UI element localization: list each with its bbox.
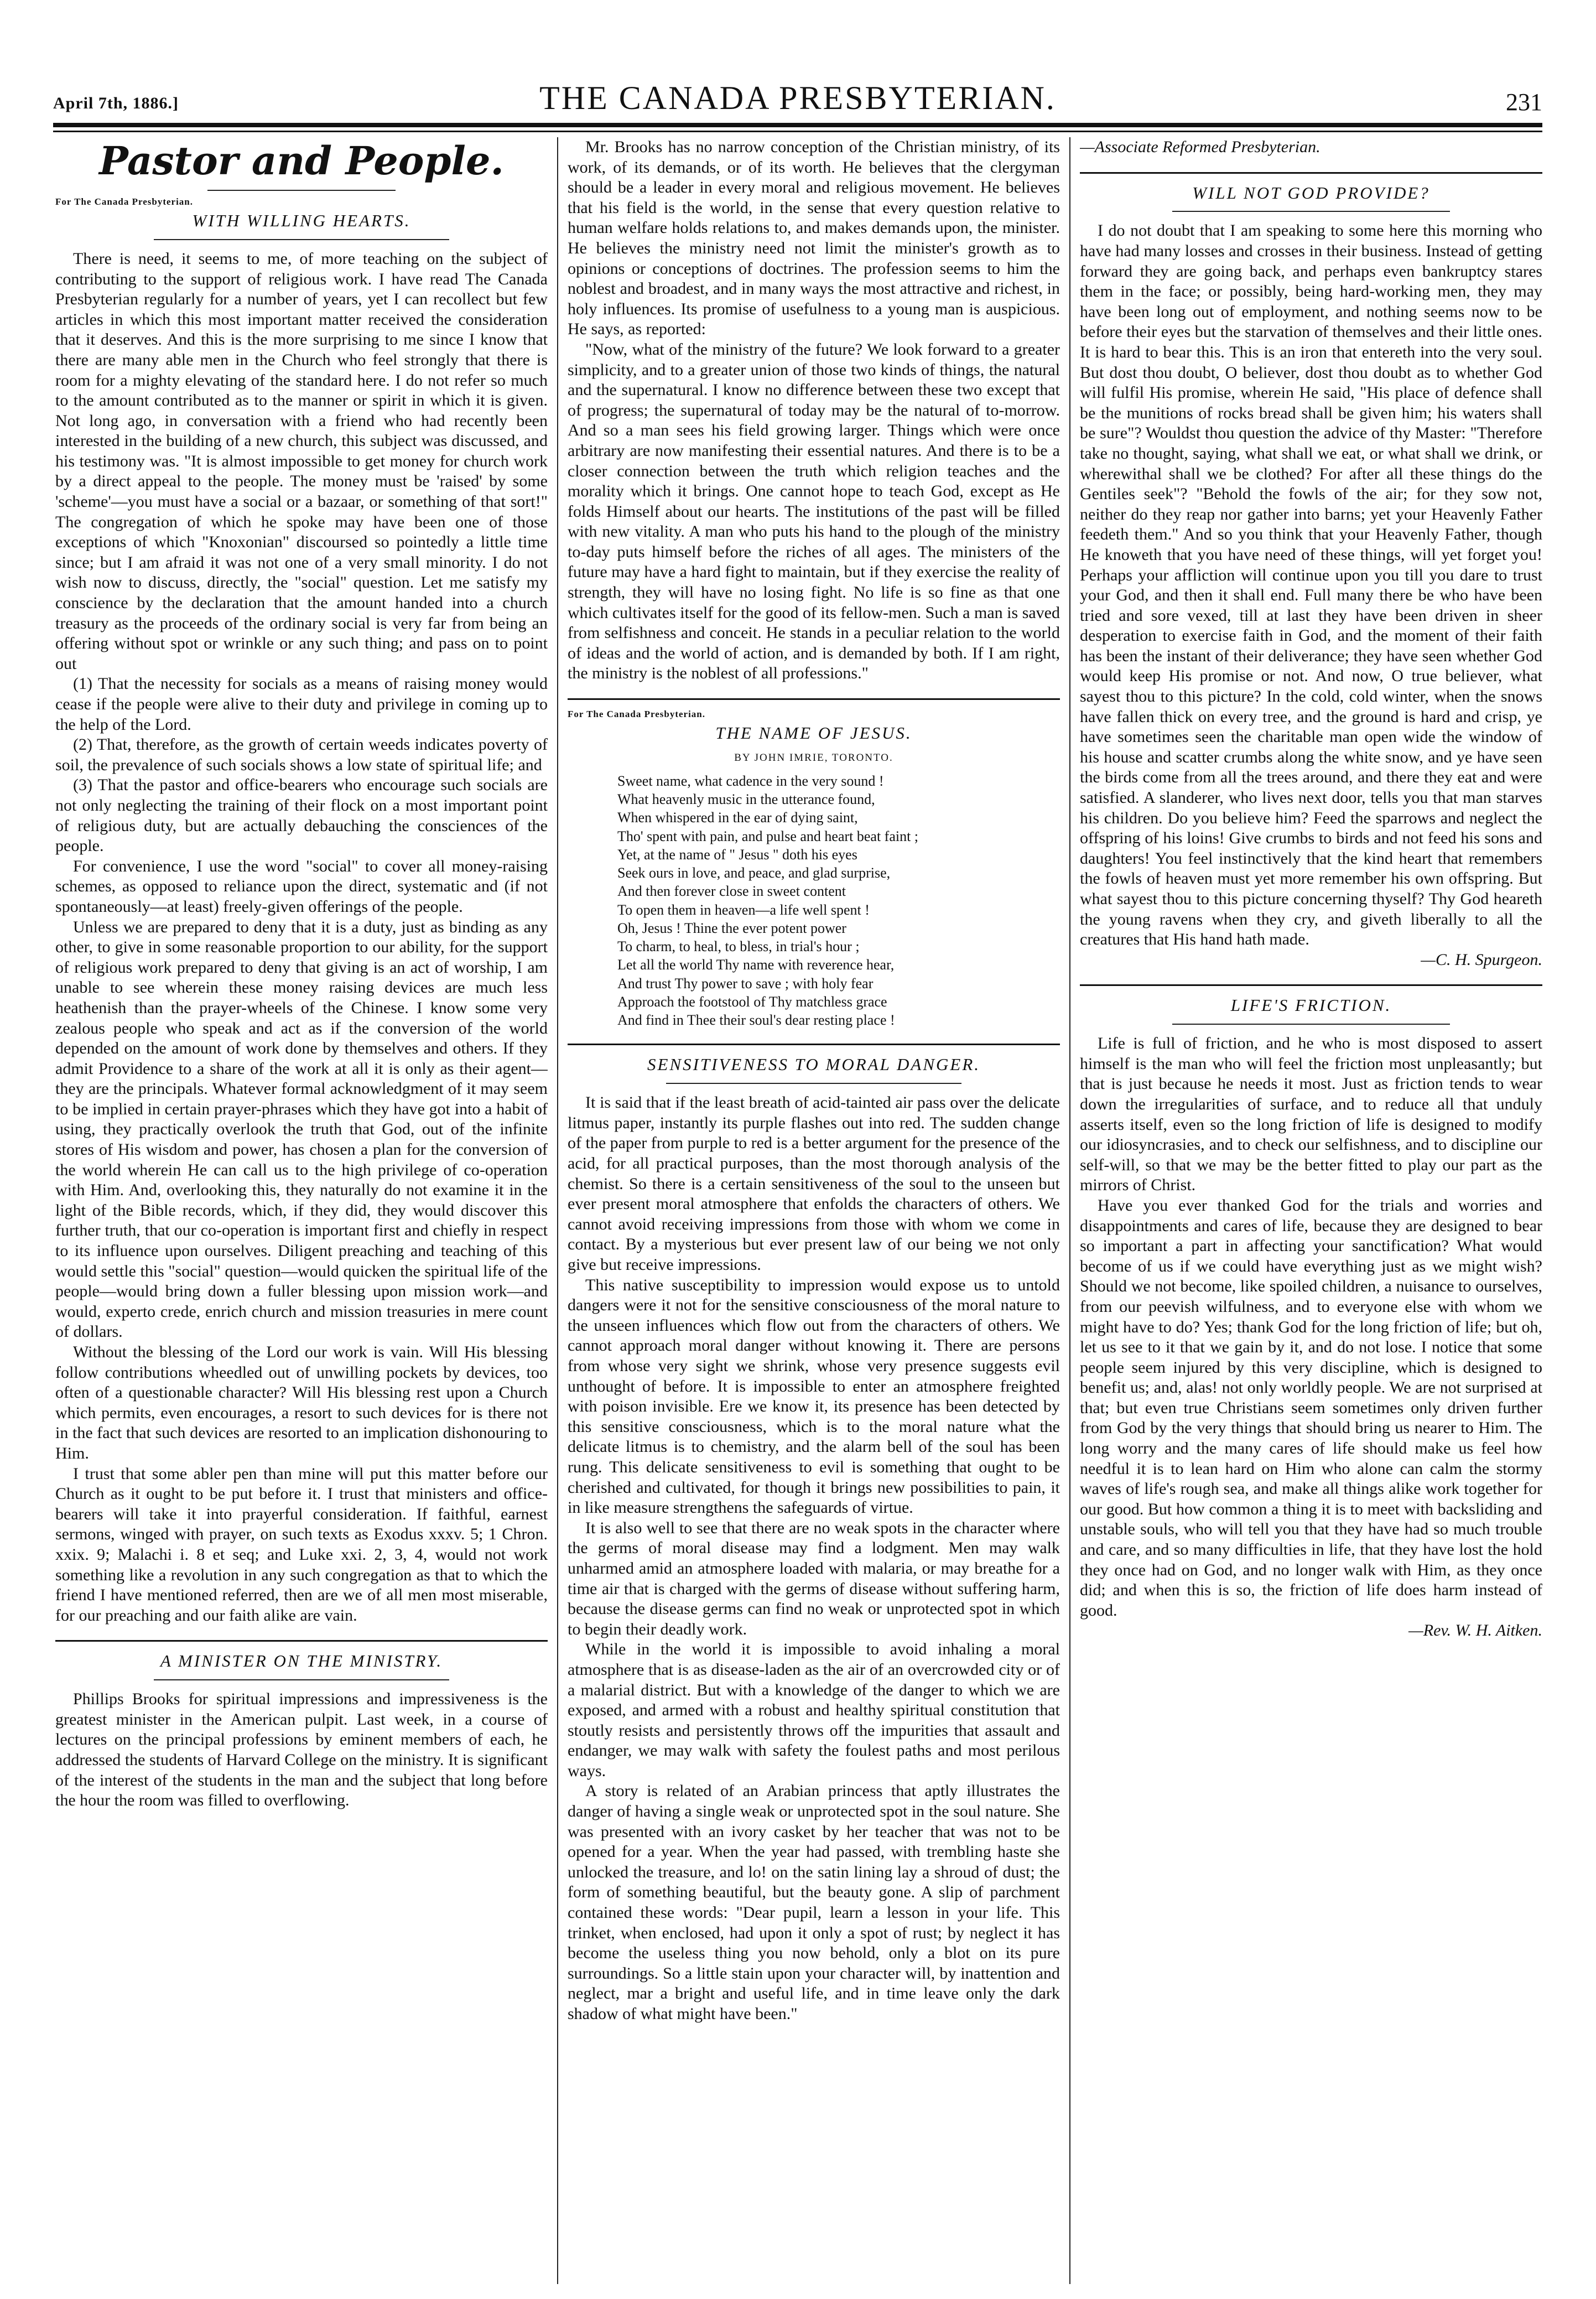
paragraph: I trust that some abler pen than mine will put this matter before our Church as it ought to be put before it. I trust that ministers and office-bearers will take it into prayerful consideration. If faithful, earnest sermons, winged with prayer, on such texts as Exodus xxxv. 5; 1 Chron. xxix. 9; Malachi i. 8 et seq; and Luke xxi. 2, 3, 4, would not work something like a revolution in any such congregation as that to which the friend I have mentioned referred, then are we of all men most miserable, for our preaching and our faith alike are vain. xyxy=(55,1464,548,1625)
article-divider xyxy=(1080,172,1542,174)
source-attribution: —Rev. W. H. Aitken. xyxy=(1408,1621,1542,1640)
column-rule-2 xyxy=(1069,137,1070,2284)
paragraph: Have you ever thanked God for the trials and worries and disappointments and cares of life, because they are designed to bear so important a part in affecting your sanctification? What would become of us if we could have everything just as we might wish? Should we not become, like spoiled children, a nuisance to ourselves, from our peevish wilfulness, and to everyone else with whom we might have to do? Yes; thank God for the long friction of life; but oh, let us see to it that we gain by it, and do not lose. I notice that some people seem injured by this very discipline, which is designed to benefit us; and, alas! not only worldly people. We are not surprised at that; but even true Christians seem sometimes only driven further from God by the very things that should bring us nearer to Him. The long worry and the many cares of life should make us feel how needful it is to lean hard on Him who alone can calm the stormy waves of life's rough sea, and make all things alike work together for our good. But how common a thing it is to meet with backsliding and unstable souls, who will tell you that they have had so much trouble and care, and so many difficulties in life, that they have lost the hold they once had on God, and no longer walk with Him, as they once did; and when this is so, the friction of life does harm instead of good. xyxy=(1080,1196,1542,1620)
paragraph: (1) That the necessity for socials as a means of raising money would cease if the people were alive to their duty and privilege in coming up to the help of the Lord. xyxy=(55,674,548,734)
poem-line: And then forever close in sweet content xyxy=(617,883,846,900)
paragraph: There is need, it seems to me, of more teaching on the subject of contributing to the support of religious work. I have read The Canada Presbyterian regularly for a number of years, yet I can recollect but few articles in which this most important matter received the consideration that it deserves. And this is the more surprising to me since I know that there are many able men in the Church who feel strongly that there is room for a mighty elevating of the standard here. I do not refer so much to the amount contributed as to the manner or spirit in which it is given. Not long ago, in conversation with a friend who had recently been interested in the building of a new church, this subject was discussed, and his testimony was. "It is almost impossible to get money for church work by a direct appeal to the people. The money must be 'raised' by some 'scheme'—you must have a social or a bazaar, or something of that sort!" The congregation of which he spoke may have been one of those exceptions of which "Knoxonian" discoursed so pointedly a little time since; but I am afraid it was not one of a very small minority. I do not wish now to discuss, directly, the "social" question. Let me satisfy my conscience by the declaration that the amount handed into a church treasury as the proceeds of the ordinary social is very far from being an offering without spot or wrinkle or any such thing; and pass on to point out xyxy=(55,249,548,673)
paragraph: It is said that if the least breath of acid-tainted air pass over the delicate litmus paper, instantly its purple flashes out into red. The sudden change of the paper from purple to red is a better argument for the presence of the acid, for all practical purposes, than the most thorough analysis of the chemist. So there is a certain sensitiveness of the soul to the unseen but ever present moral atmosphere that enfolds the characters of others. We cannot avoid receiving impressions from those with whom we come in contact. By a mysterious but ever present law of our being we not only give but receive impressions. xyxy=(568,1093,1060,1274)
paragraph: It is also well to see that there are no weak spots in the character where the germs of moral disease may find a lodgment. Men may walk unharmed amid an atmosphere loaded with malaria, or may breathe for a time air that is charged with the germs of disease without suffering harm, because the disease germs can find no weak or unprotected spot in which to begin their deadly work. xyxy=(568,1518,1060,1638)
poem-line: To charm, to heal, to bless, in trial's hour ; xyxy=(617,938,860,955)
paragraph: I do not doubt that I am speaking to some here this morning who have had many losses and crosses in their business. Instead of getting forward they are going back, and perhaps even bankruptcy stares them in the face; or possibly, being hard-working men, they may have been long out of employment, and nothing seems now to be before their eyes but the starvation of themselves and their little ones. It is hard to bear this. This is an iron that entereth into the very soul. But dost thou doubt, O believer, dost thou doubt as to whether God will fulfil His promise, wherein He said, "His place of defence shall be the munitions of rocks bread shall be given him; his waters shall be sure"? Wouldst thou question the advice of thy Master: "Therefore take no thought, saying, what shall we eat, or what shall we drink, or wherewithal shall we be clothed? For after all these things do the Gentiles seek"? "Behold the fowls of the air; for they sow not, neither do they reap nor gather into barns; yet your Heavenly Father feedeth them." And so you think that your Heavenly Father, though He knoweth that you have need of these things, will yet forget you! Perhaps your affliction will continue upon you till you dare to trust your God, and then it shall end. Full many there be who have been tried and sore vexed, till at last they have been driven in sheer desperation to exercise faith in God, and the moment of their faith has been the instant of their deliverance; they have seen whether God would keep His promise or not. And now, O true believer, what sayest thou to this picture? In the cold, cold winter, when the snows have fallen thick on every tree, and the ground is hard and crisp, ye have sometimes seen the charitable man open wide the window of his house and scatter crumbs along the white snow, and ye have seen the birds come from all the trees around, and there they eat and were satisfied. A slanderer, who lives next door, tells you that man starves his children. Do you believe him? Feed the sparrows and neglect the offspring of his loins! Give crumbs to birds and not feed his sons and daughters! You feel instinctively that the kind heart that remembers the fowls of heaven must yet more remember his own offspring. But what sayest thou to this picture concerning thyself? Thy God heareth the young ravens when they cry, and giveth liberally to all the creatures that His hand hath made. xyxy=(1080,221,1542,949)
article-title-sensitiveness: SENSITIVENESS TO MORAL DANGER. xyxy=(647,1055,981,1075)
paragraph: For convenience, I use the word "social" to cover all money-raising schemes, as opposed to reliance upon the direct, systematic and (if not spontaneously—at least) freely-given offerings of the people. xyxy=(55,857,548,916)
article-source xyxy=(1080,1621,1542,1641)
column-3 xyxy=(1080,137,1542,2284)
poem-line: Let all the world Thy name with reverence hear, xyxy=(617,957,895,973)
paragraph: While in the world it is impossible to avoid inhaling a moral atmosphere that is as disease-laden as the air of an overcrowded city or of a malarial district. But with a knowledge of the danger to which we are exposed, and armed with a robust and healthy spiritual constitution that stoutly resists and persistently throws off the impurities that assault and endanger, we may walk with safety the foulest paths and most perilous ways. xyxy=(568,1640,1060,1780)
article-divider xyxy=(568,698,1060,700)
column-rule-1 xyxy=(557,137,558,2284)
column-2 xyxy=(568,137,1060,2284)
source-attribution: —C. H. Spurgeon. xyxy=(1421,950,1542,969)
article-divider xyxy=(568,1044,1060,1045)
poem-line: And find in Thee their soul's dear resting place ! xyxy=(617,1012,895,1029)
paragraph: Without the blessing of the Lord our work is vain. Will His blessing follow contributions wheedled out of unwilling pockets by devices, too often of a questionable character? Will His blessing rest upon a Church which permits, even encourages, a resort to such devices for is there not in the fact that such devices are resorted to an implication dishonouring to Him. xyxy=(55,1343,548,1462)
article-credit: For The Canada Presbyterian. xyxy=(55,196,194,207)
source-attribution: —Associate Reformed Presbyterian. xyxy=(1080,138,1321,156)
paragraph: Phillips Brooks for spiritual impressions and impressiveness is the greatest minister in the American pulpit. Last week, in a course of lectures on the principal professions by eminent members of each, he addressed the students of Harvard College on the ministry. It is significant of the interest of the students in the man and the subject that long before the hour the room was filled to overflowing. xyxy=(55,1690,548,1810)
title-rule xyxy=(1172,1024,1450,1025)
article-title-minister: A MINISTER ON THE MINISTRY. xyxy=(160,1651,443,1671)
issue-date: April 7th, 1886.] xyxy=(53,94,179,112)
article-source xyxy=(1080,137,1542,158)
article-source xyxy=(1080,950,1542,971)
running-header xyxy=(53,71,1542,121)
department-rule xyxy=(207,190,396,191)
title-rule xyxy=(1172,211,1450,212)
article-divider xyxy=(1080,984,1542,986)
poem-line: When whispered in the ear of dying saint, xyxy=(617,809,858,826)
paragraph: This native susceptibility to impression would expose us to untold dangers were it not for the sensitive consciousness of the moral nature to the unseen influences which flow out from the characters of others. We cannot approach moral danger without knowing it. There are persons from whose very sight we shrink, whose very presence suggests evil unthought of before. It is impossible to enter an atmosphere freighted with poison invisible. Ere we know it, its presence has been detected by this sensitive consciousness, which is to the moral nature what the delicate litmus is to chemistry, and the alarm bell of the soul has been rung. This delicate sensitiveness to evil is something that ought to be cherished and cultivated, for though it brings new possibilities to pain, it in like measure strengthens the safeguards of virtue. xyxy=(568,1275,1060,1517)
paragraph: Unless we are prepared to deny that it is a duty, just as binding as any other, to give in some reasonable proportion to our ability, for the support of religious work prepared to deny that giving is an act of worship, I am unable to see wherein these money raising devices are much less heathenish than the prayer-wheels of the Chinese. I know some very zealous people who speak and act as if the conversion of the world depended on the amount of work done by themselves and others. If they admit Providence to a share of the work at all it is only as their agent—they are the principals. Whatever formal acknowledgment of it may seem to be implied in certain prayer-phrases which they have got into a habit of using, they practically overlook the truth that God, out of the infinite stores of His wisdom and power, has chosen a plan for the conversion of the world wherein He can call us to the high privilege of co-operation with Him. And, overlooking this, they naturally do not examine it in the light of the Bible records, which, if they did, they would discover this further truth, that our co-operation is important first and chiefly in respect to its influence upon ourselves. Diligent preaching and teaching of this would settle this "social" question—would quicken the spiritual life of the people—would bring down a fuller blessing upon mission work—and would, experto crede, enrich church and mission treasuries in mere count of dollars. xyxy=(55,917,548,1341)
poem-line: Oh, Jesus ! Thine the ever potent power xyxy=(617,920,846,936)
page-number: 231 xyxy=(1506,89,1542,116)
poem-line: Tho' spent with pain, and pulse and heart beat faint ; xyxy=(617,828,919,844)
column-1 xyxy=(55,137,548,2284)
poem-line: Approach the footstool of Thy matchless grace xyxy=(617,993,887,1010)
article-title-will-not-god-provide: WILL NOT GOD PROVIDE? xyxy=(1192,183,1430,203)
article-credit: For The Canada Presbyterian. xyxy=(568,709,706,720)
poem-line: Seek ours in love, and peace, and glad surprise, xyxy=(617,865,891,881)
poem-line: What heavenly music in the utterance found, xyxy=(617,791,875,808)
title-rule xyxy=(154,1679,449,1680)
article-divider xyxy=(55,1640,548,1642)
paragraph: "Now, what of the ministry of the future? We look forward to a greater simplicity, and to a greater union of those two kinds of things, the natural and the supernatural. I know no difference between these two except that of progress; the supernatural of today may be the natural of to-morrow. And so a man sees his field growing larger. Things which were once arbitrary are now manifesting their essential natures. And there is to be a closer connection between the truth which religion teaches and the morality which it brings. One cannot hope to teach God, except as He folds Himself about our hearts. The institutions of the past will be filled with new vitality. A man who puts his hand to the plough of the ministry to-day puts himself before the riches of all ages. The ministers of the future may have a hard fight to maintain, but if they exercise the reality of strength, they will have no losing fight. No life is so fine as that one which cultivates itself for the good of its fellow-men. Such a man is saved from selfishness and conceit. He stands in a peculiar relation to the world of ideas and the world of action, and is demanded by both. If I am right, the ministry is the noblest of all professions." xyxy=(568,340,1060,683)
masthead-title: THE CANADA PRESBYTERIAN. xyxy=(539,80,1056,116)
header-rule xyxy=(53,123,1542,127)
header-rule-thin xyxy=(53,131,1542,132)
title-rule xyxy=(666,1083,961,1084)
paragraph: (3) That the pastor and office-bearers who encourage such socials are not only neglecting the training of their flock on a most important point of religious duty, but are actually debauching the consciences of the people. xyxy=(55,776,548,855)
paragraph: Life is full of friction, and he who is most disposed to assert himself is the man who will feel the friction most unpleasantly; but that is just because he needs it most. Just as friction tends to wear down the irregularities of surface, and to reduce all that unduly asserts itself, even so the long friction of life is designed to modify our idiosyncrasies, and to check our selfishness, and to discipline our self-will, so that we may be the better fitted to play our part as the mirrors of Christ. xyxy=(1080,1034,1542,1195)
poem-line: And trust Thy power to save ; with holy fear xyxy=(617,975,874,992)
paragraph: (2) That, therefore, as the growth of certain weeds indicates poverty of soil, the prevalence of such socials shows a low state of spiritual life; and xyxy=(55,735,548,774)
poem-line: To open them in heaven—a life well spent ! xyxy=(617,901,870,918)
paragraph: Mr. Brooks has no narrow conception of the Christian ministry, of its work, of its demands, or of its worth. He believes that the clergyman should be a leader in every moral and religious movement. He believes that his field is the world, in the sense that every question relative to human welfare holds relations to, and makes demands upon, the minister. He believes the ministry need not limit the minister's growth as to opinions or conceptions of doctrines. The profession seems to him the noblest and broadest, and in many ways the most attractive and richest, in holy influences. Its promise of usefulness to a young man is auspicious. He says, as reported: xyxy=(568,138,1060,339)
article-title-lifes-friction: LIFE'S FRICTION. xyxy=(1230,995,1392,1015)
article-title-name-of-jesus: THE NAME OF JESUS. xyxy=(715,723,912,743)
title-rule xyxy=(154,239,449,240)
poem-line: Sweet name, what cadence in the very sound ! xyxy=(617,772,884,789)
poem-byline: BY JOHN IMRIE, TORONTO. xyxy=(734,751,893,764)
poem-line: Yet, at the name of " Jesus " doth his eyes xyxy=(617,846,857,863)
department-heading: Pastor and People. xyxy=(99,138,504,184)
article-title-willing-hearts: WITH WILLING HEARTS. xyxy=(192,211,411,231)
poem xyxy=(617,772,1060,1030)
paragraph: A story is related of an Arabian princess that aptly illustrates the danger of having a single weak or unprotected spot in the soul nature. She was presented with an ivory casket by her teacher that was not to be opened for a year. When the year had passed, with trembling haste she unlocked the treasure, and lo! on the satin lining lay a shroud of dust; the form of something beautiful, but the beauty gone. A slip of parchment contained these words: "Dear pupil, learn a lesson in your life. This trinket, when enclosed, had upon it only a spot of rust; by neglect it has become the useless thing you now behold, only a blot on its pure surroundings. So a little stain upon your character will, by inattention and neglect, mar a bright and useful life, and in time leave only the dark shadow of what might have been." xyxy=(568,1782,1060,2023)
